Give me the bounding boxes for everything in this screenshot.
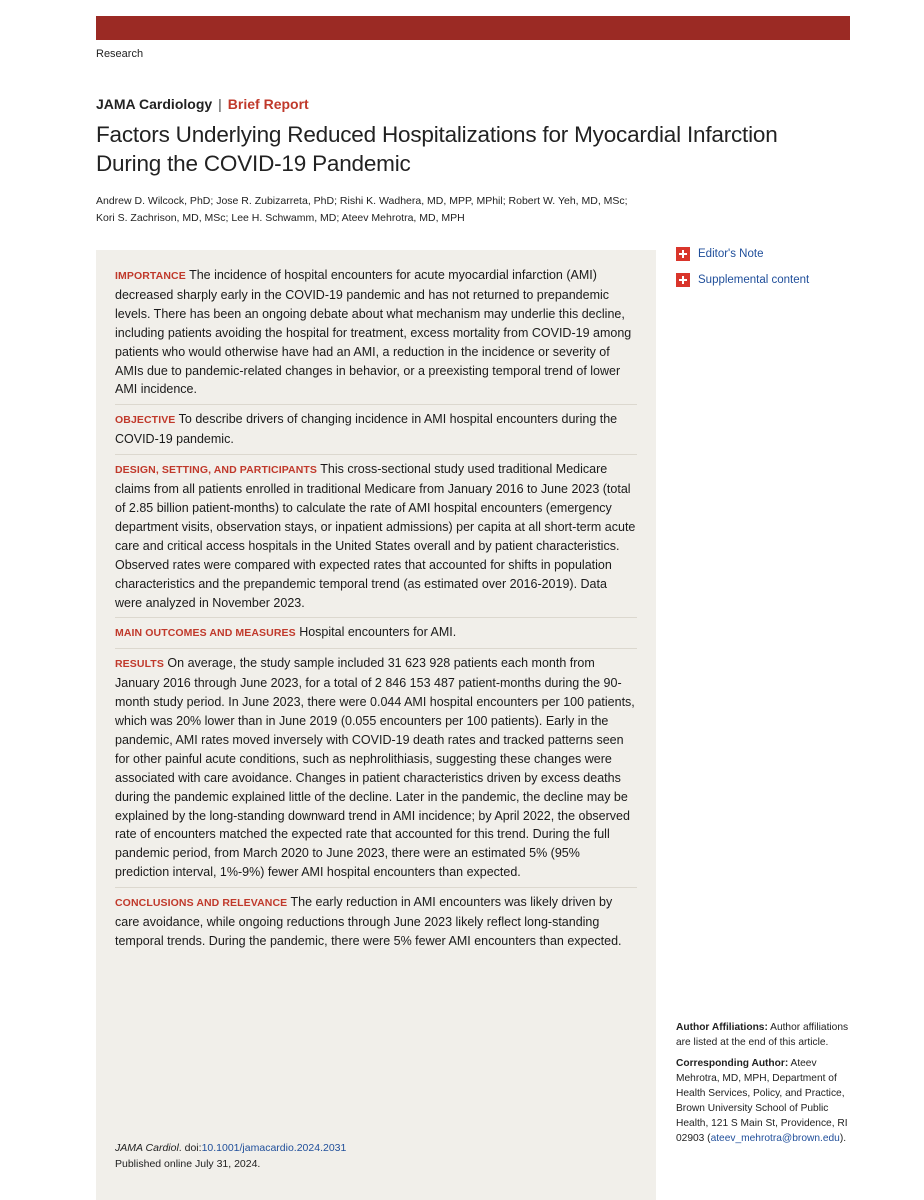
abstract-design bbox=[115, 460, 637, 618]
corresponding-text: Ateev Mehrotra, MD, MPH, Department of Health Services, Policy, and Practice, Brown University School of Public Health, 121 S Main St, Providence, RI 02903 ( bbox=[676, 1058, 848, 1144]
affiliations-label: Author Affiliations: bbox=[676, 1022, 768, 1033]
editors-note-label: Editor's Note bbox=[698, 248, 764, 260]
abstract-heading: DESIGN, SETTING, AND PARTICIPANTS bbox=[115, 464, 318, 477]
authors-line-2: Kori S. Zachrison, MD, MSc; Lee H. Schwamm, MD; Ateev Mehrotra, MD, MPH bbox=[96, 212, 465, 224]
abstract-text: The incidence of hospital encounters for acute myocardial infarction (AMI) decreased sharply early in the COVID-19 pandemic and has not returned to prepandemic levels. There has been an ongoing debate about what mechanism may underlie this decline, including patients avoiding the hospital for treatment, excess mortality from COVID-19 among patients who would otherwise have had an AMI, a reduction in the incidence or severity of AMIs due to pandemic-related changes in behavior, or a preexisting temporal trend of lower AMI incidence. bbox=[115, 268, 632, 397]
corresponding-end: ). bbox=[839, 1133, 847, 1144]
abstract-text: Hospital encounters for AMI. bbox=[299, 625, 457, 640]
abstract-text: To describe drivers of changing incidence in AMI hospital encounters during the COVID-19 pandemic. bbox=[115, 412, 618, 447]
article-title: Factors Underlying Reduced Hospitalizations for Myocardial Infarction During the COVID-19 Pandemic bbox=[96, 122, 778, 176]
doi-link[interactable]: 10.1001/jamacardio.2024.2031 bbox=[201, 1142, 347, 1154]
article-type: Brief Report bbox=[227, 96, 309, 112]
email-link[interactable]: ateev_mehrotra@brown.edu bbox=[710, 1133, 840, 1144]
author-affiliations bbox=[676, 1020, 851, 1050]
plus-icon bbox=[676, 247, 690, 261]
header-bar bbox=[96, 16, 850, 40]
citation-block bbox=[115, 1140, 346, 1172]
abstract-heading: IMPORTANCE bbox=[115, 270, 186, 282]
abstract-heading: CONCLUSIONS AND RELEVANCE bbox=[115, 897, 288, 910]
author-info bbox=[676, 1020, 851, 1152]
citation-line bbox=[115, 1140, 346, 1156]
section-label: Research bbox=[96, 48, 144, 60]
affiliations-text: Author affiliations are listed at the end of this article. bbox=[676, 1022, 849, 1048]
journal-line bbox=[96, 96, 309, 112]
authors-line-1: Andrew D. Wilcock, PhD; Jose R. Zubizarreta, PhD; Rishi K. Wadhera, MD, MPP, MPhil; Robert W. Yeh, MD, MSc; bbox=[96, 195, 628, 207]
editors-note-link[interactable] bbox=[676, 247, 763, 261]
abstract-text: The early reduction in AMI encounters was likely driven by care avoidance, while ongoing reductions through June 2023 likely reflect long-standing temporal trends. During the pandemic, there were 5% fewer AMI encounters than expected. bbox=[115, 895, 622, 948]
supplemental-content-label: Supplemental content bbox=[698, 274, 810, 286]
corresponding-author bbox=[676, 1056, 851, 1146]
abstract-objective bbox=[115, 410, 637, 455]
journal-separator: | bbox=[218, 96, 222, 112]
doi-prefix: . doi: bbox=[178, 1142, 202, 1154]
abstract-text: On average, the study sample included 31 623 928 patients each month from January 2016 through June 2023, for a total of 2 846 153 487 patient-months during the 90-month study period. In June 2023, there were 0.044 AMI hospital encounters per 100 patients, which was 20% lower than in June 2019 (0.055 encounters per 100 patients). Early in the pandemic, AMI rates moved inversely with COVID-19 death rates and tracked patterns seen for other painful acute conditions, such as nephrolithiasis, suggesting these changes were associated with care avoidance. Changes in patient characteristics driven by excess deaths during the pandemic explained little of the decline. Later in the pandemic, the decline may be explained by the long-standing downward trend in AMI incidence; by April 2022, the observed rate of encounters matched the expected rate that accounted for this trend. During the full pandemic period, from March 2020 to June 2023, there were an estimated 5% (95% prediction interval, 1%-9%) fewer AMI hospital encounters than expected. bbox=[115, 656, 635, 880]
published-date: Published online July 31, 2024. bbox=[115, 1158, 261, 1170]
abstract-outcomes bbox=[115, 623, 637, 649]
abstract-conclusions bbox=[115, 893, 637, 956]
author-list bbox=[96, 193, 656, 227]
supplemental-content-link[interactable] bbox=[676, 273, 809, 287]
abstract-heading: MAIN OUTCOMES AND MEASURES bbox=[115, 627, 296, 640]
journal-name: JAMA Cardiology bbox=[96, 96, 213, 112]
abstract-text: This cross-sectional study used traditional Medicare claims from all patients enrolled in traditional Medicare from January 2016 to June 2023 (total of 2.85 billion patient-months) to calculate the rate of AMI hospital encounters (emergency department visits, observation stays, or inpatient admissions) per capita at all short-term acute care and critical access hospitals in the United States overall and by patient characteristics. Observed rates were compared with expected rates that accounted for shifts in population characteristics and the prepandemic temporal trend (as estimated over 2016-2019). Data were analyzed in November 2023. bbox=[115, 462, 636, 610]
abstract-importance bbox=[115, 266, 637, 405]
abstract-heading: RESULTS bbox=[115, 658, 164, 671]
abstract-heading: OBJECTIVE bbox=[115, 414, 176, 427]
corresponding-label: Corresponding Author: bbox=[676, 1058, 789, 1069]
abstract-sections bbox=[115, 266, 637, 961]
plus-icon bbox=[676, 273, 690, 287]
abstract-box bbox=[96, 250, 656, 1200]
journal-abbrev: JAMA Cardiol bbox=[115, 1142, 179, 1154]
abstract-results bbox=[115, 654, 637, 888]
